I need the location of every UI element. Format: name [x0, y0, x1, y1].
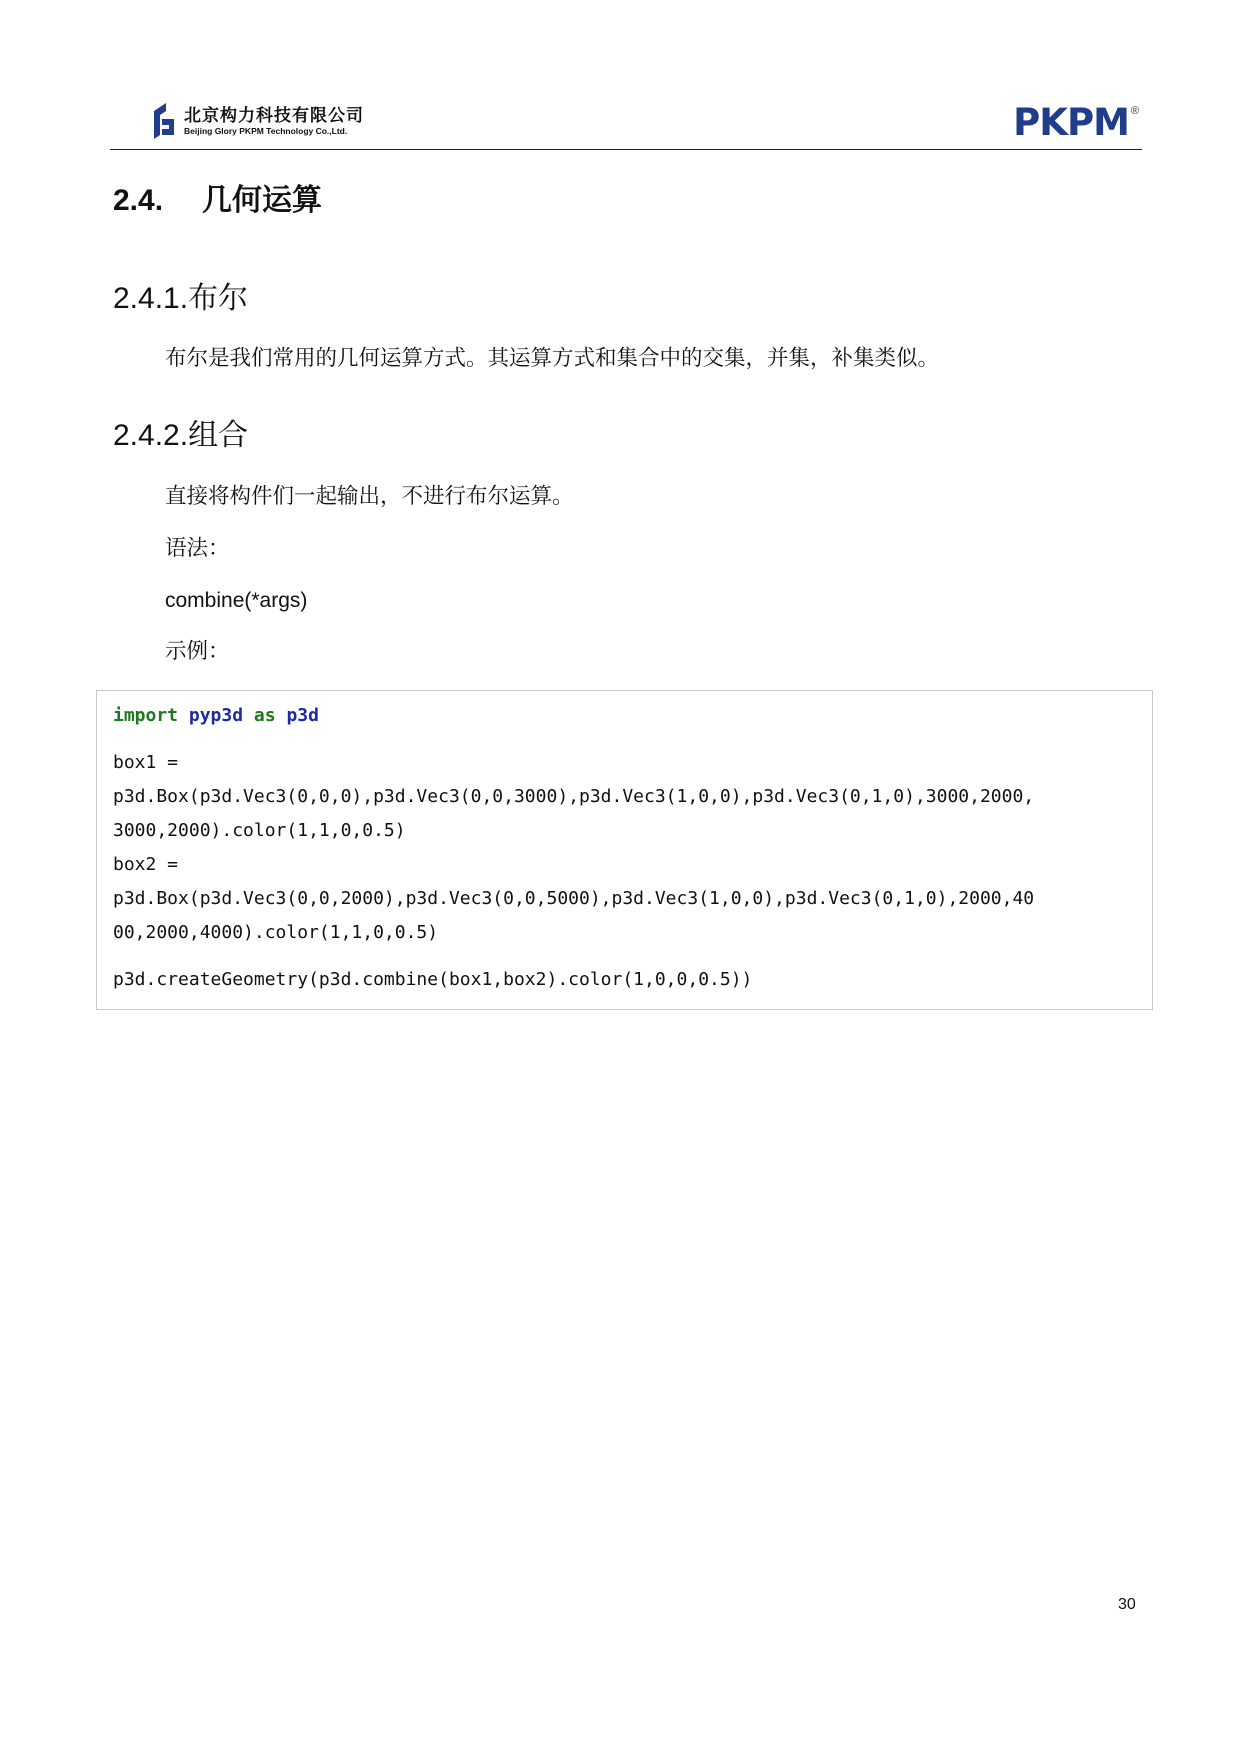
subsection-number: 2.4.2. [113, 419, 189, 452]
code-line: p3d.createGeometry(p3d.combine(box1,box2).color(1,0,0,0.5)) [113, 969, 753, 990]
boolean-description: 布尔是我们常用的几何运算方式。其运算方式和集合中的交集，并集，补集类似。 [165, 346, 940, 371]
code-line: box1 = [113, 752, 179, 773]
brand-name: PKPM [1013, 101, 1129, 144]
company-name-cn: 北京构力科技有限公司 [184, 106, 364, 126]
section-title: 几何运算 [202, 184, 322, 217]
pkpm-logo [1013, 101, 1139, 144]
company-logo-icon [150, 101, 178, 141]
subsection-title: 组合 [188, 418, 249, 453]
registered-mark: ® [1130, 105, 1139, 117]
code-line: p3d.Box(p3d.Vec3(0,0,0),p3d.Vec3(0,0,3000),p3d.Vec3(1,0,0),p3d.Vec3(0,1,0),3000,2000, [113, 786, 1035, 807]
subsection-heading-boolean [113, 273, 248, 317]
subsection-number: 2.4.1. [113, 282, 189, 315]
code-block [96, 690, 1153, 1010]
subsection-title: 布尔 [188, 281, 249, 316]
combine-description: 直接将构件们一起输出，不进行布尔运算。 [165, 484, 574, 509]
company-logo [150, 101, 364, 141]
code-line: box2 = [113, 854, 179, 875]
subsection-heading-combine [113, 410, 248, 454]
code-line: 3000,2000).color(1,1,0,0.5) [113, 820, 406, 841]
section-heading [113, 175, 322, 219]
page-number: 30 [1118, 1596, 1136, 1613]
syntax-text: combine(*args) [165, 589, 308, 612]
code-line: p3d.Box(p3d.Vec3(0,0,2000),p3d.Vec3(0,0,5000),p3d.Vec3(1,0,0),p3d.Vec3(0,1,0),2000,40 [113, 888, 1035, 909]
section-number: 2.4. [113, 184, 164, 217]
page-header [110, 95, 1142, 150]
example-label: 示例： [165, 639, 230, 664]
code-line-import: import pyp3d as p3d [113, 705, 319, 726]
syntax-label: 语法： [165, 536, 230, 561]
company-name-en: Beijing Glory PKPM Technology Co.,Ltd. [184, 126, 348, 136]
code-line: 00,2000,4000).color(1,1,0,0.5) [113, 922, 439, 943]
